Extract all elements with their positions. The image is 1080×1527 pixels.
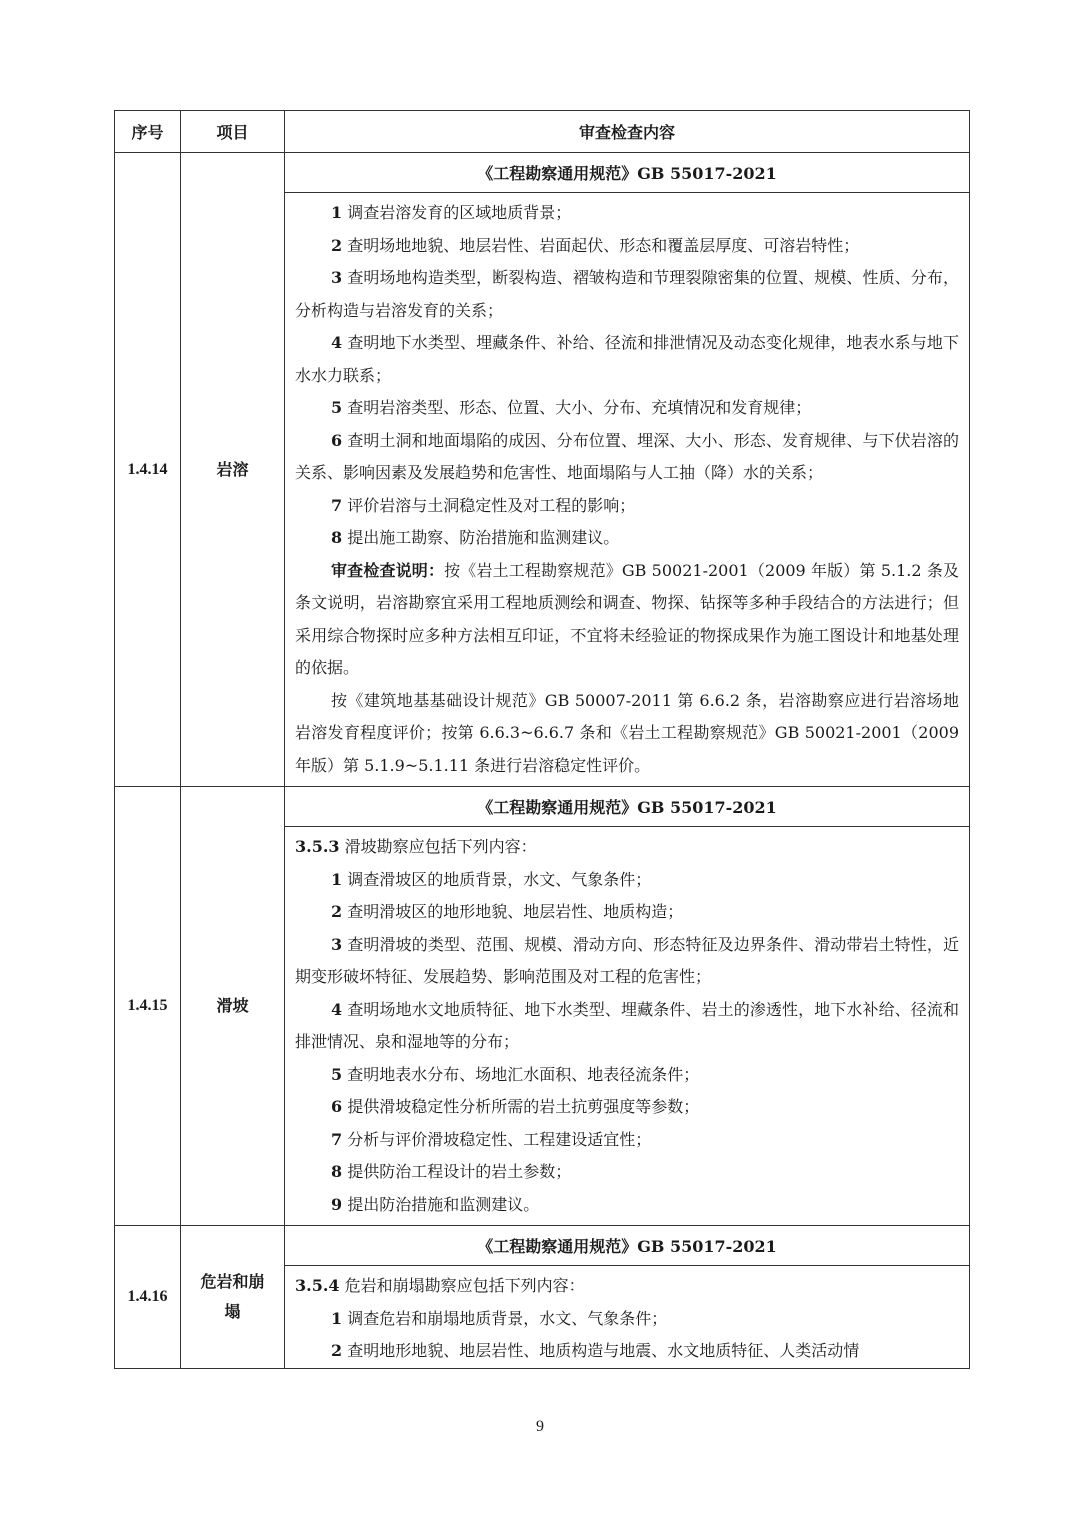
content-cell <box>285 827 970 1226</box>
header-serial: 序号 <box>115 111 181 153</box>
row-number: 1.4.16 <box>115 1226 181 1369</box>
clause: 2 查明滑坡区的地形地貌、地层岩性、地质构造； <box>331 902 684 921</box>
standard-title: 《工程勘察通用规范》GB 55017-2021 <box>285 153 970 193</box>
header-content: 审查检查内容 <box>285 111 970 153</box>
clause: 1 调查滑坡区的地质背景，水文、气象条件； <box>331 869 652 889</box>
clause: 7 评价岩溶与土洞稳定性及对工程的影响； <box>331 495 636 515</box>
clause: 5 查明岩溶类型、形态、位置、大小、分布、充填情况和发育规律； <box>331 398 812 417</box>
clause: 3 查明场地构造类型，断裂构造、褶皱构造和节理裂隙密集的位置、规模、性质、分布，分析构造与岩溶发育的关系； <box>295 268 959 320</box>
standard-title: 《工程勘察通用规范》GB 55017-2021 <box>285 1226 970 1266</box>
review-note: 审查检查说明：按《岩土工程勘察规范》GB 50021-2001（2009 年版）第 5.1.2 条及条文说明，岩溶勘察宜采用工程地质测绘和调查、物探、钻探等多种手段结合的方法进行；但采用综合物探时应多种方法相互印证，不宜将未经验证的物探成果作为施工图设计和地基处理的依据。 <box>295 560 959 677</box>
clause: 8 提出施工勘察、防治措施和监测建议。 <box>331 528 620 547</box>
clause: 4 查明场地水文地质特征、地下水类型、埋藏条件、岩土的渗透性，地下水补给、径流和排泄情况、泉和湿地等的分布； <box>295 999 959 1051</box>
clause-heading: 3.5.3 滑坡勘察应包括下列内容： <box>295 837 537 856</box>
clause: 5 查明地表水分布、场地汇水面积、地表径流条件； <box>331 1064 700 1084</box>
clause-heading: 3.5.4 危岩和崩塌勘察应包括下列内容： <box>295 1276 585 1295</box>
header-item: 项目 <box>181 111 285 153</box>
clause: 6 查明土洞和地面塌陷的成因、分布位置、埋深、大小、形态、发育规律、与下伏岩溶的关系、影响因素及发展趋势和危害性、地面塌陷与人工抽（降）水的关系； <box>295 430 959 482</box>
row-item: 危岩和崩塌 <box>181 1226 285 1369</box>
clause: 7 分析与评价滑坡稳定性、工程建设适宜性； <box>331 1129 652 1149</box>
content-cell <box>285 193 970 787</box>
clause: 1 调查岩溶发育的区域地质背景； <box>331 203 572 222</box>
clause: 2 查明地形地貌、地层岩性、地质构造与地震、水文地质特征、人类活动情 <box>331 1341 860 1360</box>
clause: 2 查明场地地貌、地层岩性、岩面起伏、形态和覆盖层厚度、可溶岩特性； <box>331 235 860 255</box>
clause: 4 查明地下水类型、埋藏条件、补给、径流和排泄情况及动态变化规律，地表水系与地下水水力联系； <box>295 333 959 385</box>
row-item: 滑坡 <box>181 787 285 1226</box>
clause: 8 提供防治工程设计的岩土参数； <box>331 1162 572 1181</box>
row-item: 岩溶 <box>181 153 285 787</box>
clause: 6 提供滑坡稳定性分析所需的岩土抗剪强度等参数； <box>331 1097 700 1116</box>
clause: 1 调查危岩和崩塌地质背景，水文、气象条件； <box>331 1308 668 1328</box>
clause: 9 提出防治措施和监测建议。 <box>331 1194 540 1214</box>
page-number: 9 <box>536 1418 544 1435</box>
review-table <box>114 110 970 1369</box>
standard-title: 《工程勘察通用规范》GB 55017-2021 <box>285 787 970 827</box>
content-cell <box>285 1266 970 1369</box>
clause: 3 查明滑坡的类型、范围、规模、滑动方向、形态特征及边界条件、滑动带岩土特性，近期变形破坏特征、发展趋势、影响范围及对工程的危害性； <box>295 934 959 986</box>
row-number: 1.4.15 <box>115 787 181 1226</box>
row-number: 1.4.14 <box>115 153 181 787</box>
review-note: 按《建筑地基基础设计规范》GB 50007-2011 第 6.6.2 条，岩溶勘察应进行岩溶场地岩溶发育程度评价；按第 6.6.3~6.6.7 条和《岩土工程勘察规范》GB 50021-2001（2009 年版）第 5.1.9~5.1.11 条进行岩溶稳定性评价。 <box>295 690 959 775</box>
